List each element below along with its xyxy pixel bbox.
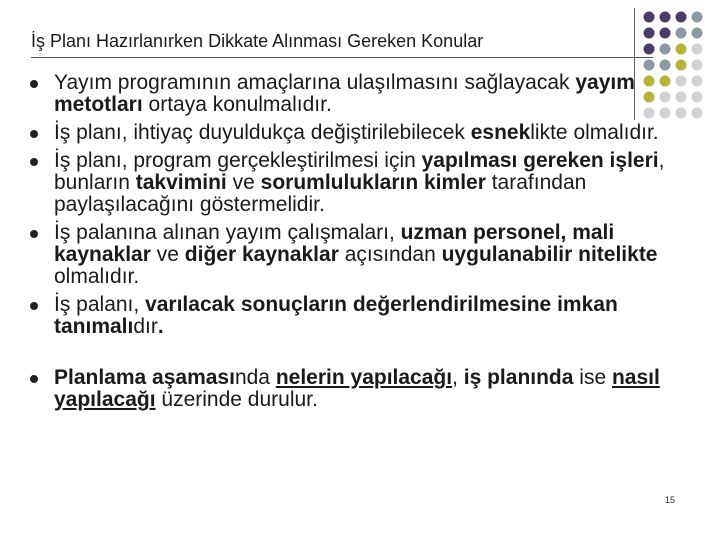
bullet-text-run: yayım metotları [54, 71, 635, 116]
bullet-text-run: nasıl yapılacağı [54, 366, 660, 411]
bullet-text-run: olmalıdır. [54, 265, 140, 288]
bullet-text-run: diğer kaynaklar [184, 243, 339, 266]
decor-dot [692, 28, 703, 39]
bullet-text-run: sorumlulukların kimler [260, 171, 486, 194]
bullet-text-run: likte olmalıdır. [530, 121, 659, 144]
bullet-item [30, 222, 700, 288]
bullet-text-run: Yayım programının amaçlarına ulaşılmasını sağlayacak [54, 71, 576, 94]
bullet-text-run: Planlama aşaması [54, 366, 235, 389]
bullet-text-run: ve [150, 243, 185, 266]
bullet-text-run: İş palanı, [54, 293, 146, 316]
decor-dot [676, 44, 687, 55]
decor-dot [660, 60, 671, 71]
bullet-dot-icon [30, 375, 38, 383]
bullet-text-run: İş planı, ihtiyaç duyuldukça değiştirilebilecek [54, 121, 471, 144]
bullet-text-run: nelerin yapılacağı [275, 366, 453, 389]
bullet-item [30, 150, 700, 216]
bullet-text-run: takvimini [135, 171, 227, 194]
bullet-dot-icon [30, 230, 38, 238]
bullet-text-run: esnek [470, 121, 531, 144]
decor-dot [692, 12, 703, 23]
decor-dot [676, 12, 687, 23]
bullet-item [30, 367, 700, 411]
decor-dot [660, 12, 671, 23]
bullet-text-run: nda [234, 366, 276, 389]
decor-dot [644, 44, 655, 55]
bullet-text-run: ortaya konulmalıdır. [142, 93, 332, 116]
page-number: 15 [665, 495, 676, 505]
decor-dot [644, 12, 655, 23]
bullet-text-run: İş planı, program gerçekleştirilmesi için [54, 149, 422, 172]
bullet-text-run: , bunların [54, 149, 665, 194]
bullet-text-run: uygulanabilir nitelikte [441, 243, 658, 266]
bullet-item [30, 122, 700, 144]
bullet-text-run: ve [226, 171, 261, 194]
bullet-text-run: ise [573, 366, 612, 389]
decor-dot [676, 28, 687, 39]
bullet-text-run: varılacak sonuçların değerlendirilmesine imkan tanımalı [54, 293, 618, 338]
bullet-dot-icon [30, 158, 38, 166]
bullet-text-run: tarafından paylaşılacağını göstermelidir. [54, 171, 587, 216]
bullet-item [30, 294, 700, 338]
bullet-dot-icon [30, 130, 38, 138]
bullet-text-run: uzman personel, mali kaynaklar [54, 221, 615, 266]
decor-dot [644, 60, 655, 71]
bullet-dot-icon [30, 80, 38, 88]
bullet-text-run: açısından [338, 243, 442, 266]
decor-dot [660, 44, 671, 55]
decor-dot [660, 28, 671, 39]
slide-title: İş Planı Hazırlanırken Dikkate Alınması Gereken Konular [31, 31, 484, 51]
decor-dot [692, 44, 703, 55]
bullet-list [30, 72, 700, 411]
bullet-text-run: dır [133, 315, 158, 338]
bullet-text-run: , [452, 366, 464, 389]
bullet-text-run: iş planında [463, 366, 574, 389]
bullet-text-run: İş palanına alınan yayım çalışmaları, [54, 221, 401, 244]
bullet-item [30, 72, 700, 116]
bullet-text-run: yapılması gereken işleri [421, 149, 659, 172]
decor-dot [692, 60, 703, 71]
decor-dot [676, 60, 687, 71]
bullet-text-run: . [157, 315, 164, 338]
bullet-dot-icon [30, 302, 38, 310]
bullet-text-run: üzerinde durulur. [155, 388, 318, 411]
decor-dot [644, 28, 655, 39]
